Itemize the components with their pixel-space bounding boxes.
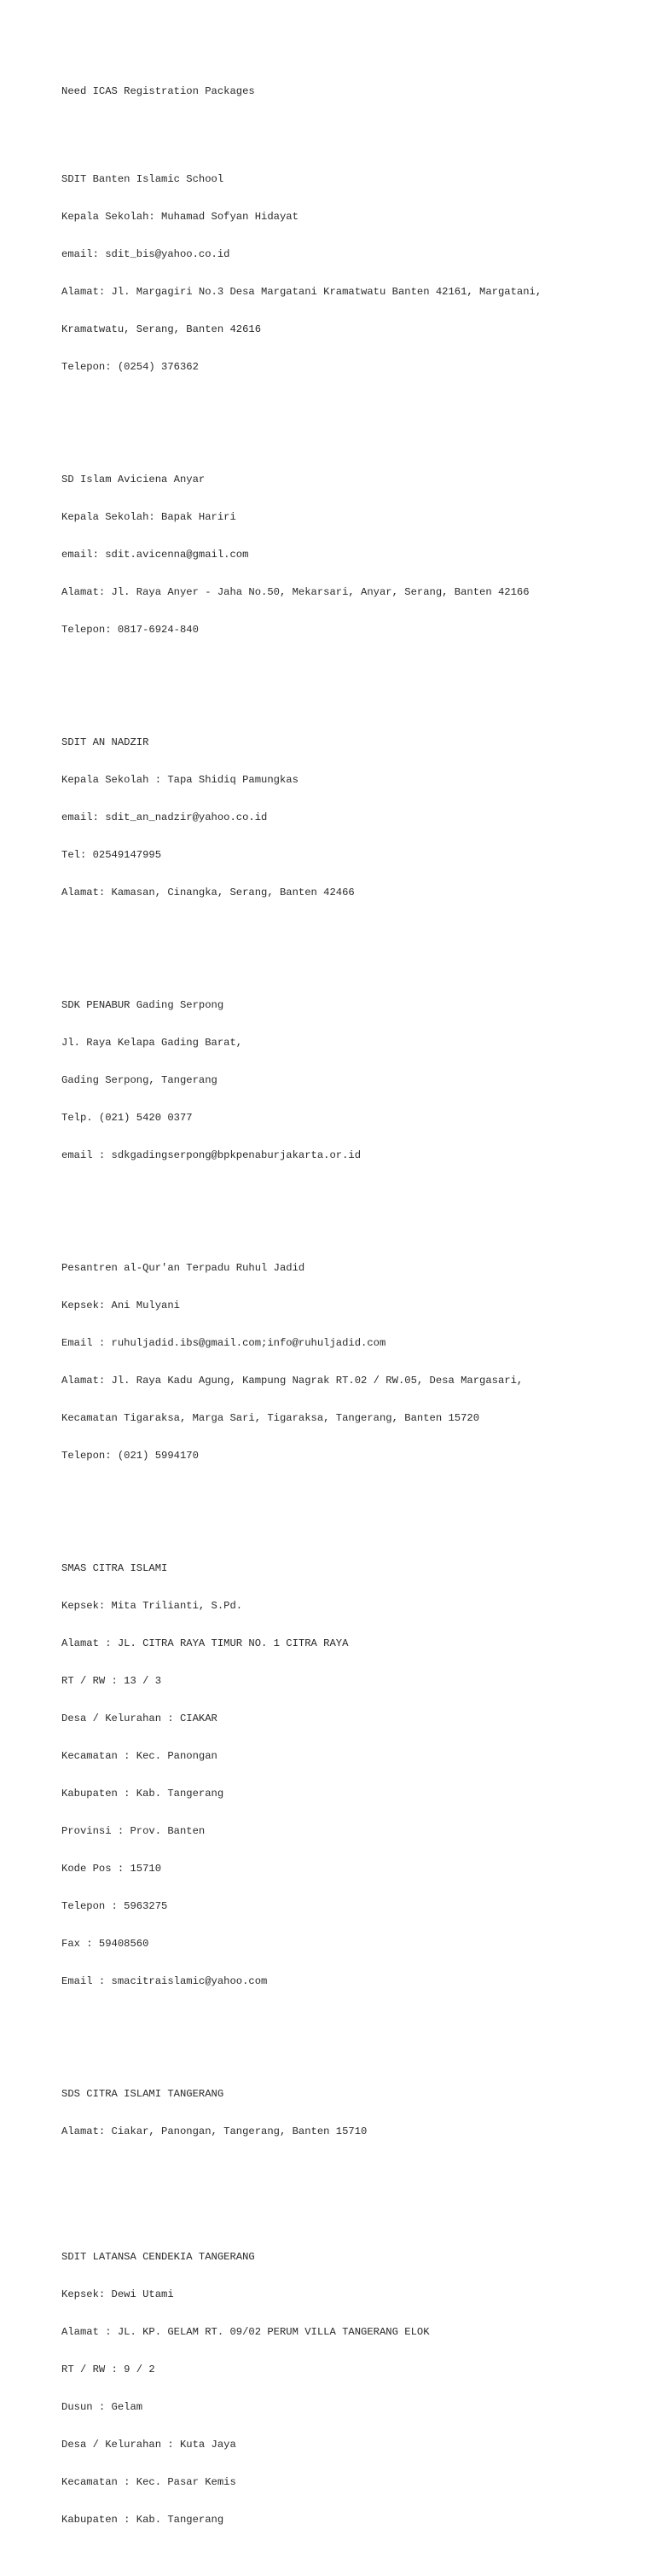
- school-entry-smas-citra-islami: [61, 1538, 641, 2013]
- principal-line: Kepsek: Mita Trilianti, S.Pd.: [61, 1600, 243, 1613]
- principal-line: Kepala Sekolah: Muhamad Sofyan Hidayat: [61, 211, 299, 224]
- address-line: Alamat: Kamasan, Cinangka, Serang, Banten 42466: [61, 887, 355, 899]
- school-entry-sds-citra-islami: [61, 2063, 641, 2163]
- principal-line: Kepala Sekolah : Tapa Shidiq Pamungkas: [61, 774, 299, 787]
- school-name: SDIT AN NADZIR: [61, 736, 149, 749]
- address-line: Alamat : JL. CITRA RAYA TIMUR NO. 1 CITRA RAYA: [61, 1637, 349, 1650]
- email-line: email: sdit_bis@yahoo.co.id: [61, 248, 230, 261]
- school-entry-sdit-latansa: [61, 2225, 641, 2550]
- district-line: Kecamatan : Kec. Pasar Kemis: [61, 2475, 236, 2488]
- rt-rw-line: RT / RW : 13 / 3: [61, 1675, 162, 1688]
- regency-line: Kabupaten : Kab. Tangerang: [61, 2513, 224, 2526]
- document-page: [61, 61, 641, 2576]
- address-line: Alamat: Jl. Margagiri No.3 Desa Margatani Kramatwatu Banten 42161, Margatani,: [61, 286, 542, 299]
- document-title: Need ICAS Registration Packages: [61, 85, 255, 98]
- school-name: SDIT LATANSA CENDEKIA TANGERANG: [61, 2250, 255, 2263]
- village-line: Desa / Kelurahan : Kuta Jaya: [61, 2438, 236, 2451]
- province-line: Provinsi : Prov. Banten: [61, 1825, 206, 1838]
- principal-line: Kepala Sekolah: Bapak Hariri: [61, 511, 236, 524]
- address-line: Alamat: Jl. Raya Anyer - Jaha No.50, Mekarsari, Anyar, Serang, Banten 42166: [61, 586, 530, 599]
- district-line: Kecamatan : Kec. Panongan: [61, 1750, 217, 1763]
- address-line: Jl. Raya Kelapa Gading Barat,: [61, 1037, 243, 1050]
- school-entry-sd-aviciena: [61, 449, 641, 661]
- school-entry-ruhul-jadid: [61, 1237, 641, 1487]
- phone-line: Telepon: 0817-6924-840: [61, 624, 199, 637]
- phone-line: Telepon: (021) 5994170: [61, 1450, 199, 1462]
- principal-line: Kepsek: Ani Mulyani: [61, 1300, 180, 1312]
- principal-line: Kepsek: Dewi Utami: [61, 2288, 174, 2300]
- postal-code-line: Kode Pos : 15710: [61, 1863, 162, 1875]
- phone-line: Tel: 02549147995: [61, 849, 162, 862]
- phone-line: Telp. (021) 5420 0377: [61, 1112, 193, 1125]
- email-line: email: sdit_an_nadzir@yahoo.co.id: [61, 811, 268, 824]
- address-line: Alamat : JL. KP. GELAM RT. 09/02 PERUM VILLA TANGERANG ELOK: [61, 2325, 430, 2338]
- school-entry-sdit-an-nadzir: [61, 712, 641, 924]
- school-entry-sdit-banten: [61, 148, 641, 398]
- address-line: Kecamatan Tigaraksa, Marga Sari, Tigaraksa, Tangerang, Banten 15720: [61, 1412, 480, 1425]
- address-line: Alamat: Jl. Raya Kadu Agung, Kampung Nagrak RT.02 / RW.05, Desa Margasari,: [61, 1375, 524, 1387]
- school-entry-sdk-penabur: [61, 974, 641, 1187]
- school-name: Pesantren al-Qur'an Terpadu Ruhul Jadid: [61, 1262, 305, 1275]
- fax-line: Fax : 59408560: [61, 1938, 149, 1951]
- phone-line: Telepon : 5963275: [61, 1900, 168, 1913]
- regency-line: Kabupaten : Kab. Tangerang: [61, 1788, 224, 1800]
- school-name: SDS CITRA ISLAMI TANGERANG: [61, 2088, 224, 2101]
- email-line: Email : ruhuljadid.ibs@gmail.com;info@ruhuljadid.com: [61, 1337, 386, 1350]
- email-line: email : sdkgadingserpong@bpkpenaburjakarta.or.id: [61, 1149, 362, 1162]
- school-name: SMAS CITRA ISLAMI: [61, 1562, 168, 1575]
- school-name: SDK PENABUR Gading Serpong: [61, 999, 224, 1012]
- email-line: Email : smacitraislamic@yahoo.com: [61, 1975, 268, 1988]
- address-line: Kramatwatu, Serang, Banten 42616: [61, 323, 262, 336]
- email-line: email: sdit.avicenna@gmail.com: [61, 549, 249, 561]
- address-line: Gading Serpong, Tangerang: [61, 1074, 217, 1087]
- rt-rw-line: RT / RW : 9 / 2: [61, 2363, 155, 2375]
- village-line: Desa / Kelurahan : CIAKAR: [61, 1712, 217, 1725]
- hamlet-line: Dusun : Gelam: [61, 2400, 143, 2413]
- address-line: Alamat: Ciakar, Panongan, Tangerang, Banten 15710: [61, 2125, 368, 2138]
- school-name: SDIT Banten Islamic School: [61, 173, 224, 186]
- school-name: SD Islam Aviciena Anyar: [61, 474, 206, 486]
- phone-line: Telepon: (0254) 376362: [61, 361, 199, 374]
